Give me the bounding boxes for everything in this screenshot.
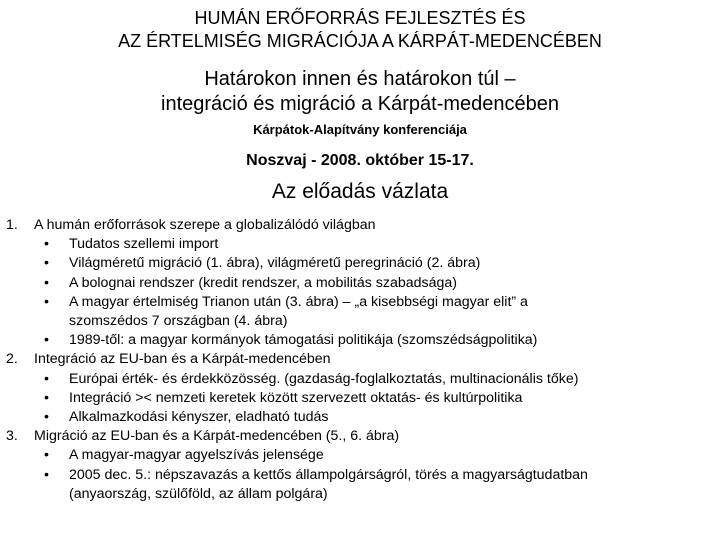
section-number: 2. xyxy=(6,351,18,368)
bullet-icon: • xyxy=(44,389,49,406)
outline-item xyxy=(6,389,716,408)
outline-item-text xyxy=(69,446,324,465)
outline-item xyxy=(6,446,716,465)
outline-heading: Az előadás vázlata xyxy=(271,180,449,203)
outline-item xyxy=(6,293,716,331)
outline-item-text xyxy=(69,408,328,427)
outline-item xyxy=(6,274,716,293)
organizer-label: Kárpátok-Alapítvány konferenciája xyxy=(253,122,467,137)
outline-item-text xyxy=(69,331,537,350)
bullet-icon: • xyxy=(44,293,49,310)
outline-item-line: A magyar értelmiség Trianon után (3. ábra) – „a kisebbségi magyar elit” a xyxy=(69,293,528,310)
outline-item-line: Integráció >< nemzeti keretek között szervezett oktatás- és kultúrpolitika xyxy=(69,389,523,406)
bullet-icon: • xyxy=(44,370,49,387)
main-title-line-2: AZ ÉRTELMISÉG MIGRÁCIÓJA A KÁRPÁT-MEDENCÉBEN xyxy=(118,31,602,51)
outline-item-line: Tudatos szellemi import xyxy=(69,236,219,253)
outline-item-text xyxy=(69,370,578,389)
outline-item-text xyxy=(69,293,528,331)
outline-item-line: (anyaország, szülőföld, az állam polgára) xyxy=(69,485,328,502)
bullet-icon: • xyxy=(44,409,49,426)
bullet-icon: • xyxy=(44,236,49,253)
outline-item-text xyxy=(69,466,588,504)
outline-item-text xyxy=(69,235,218,254)
outline-item-line: Alkalmazkodási kényszer, eladható tudás xyxy=(69,409,329,426)
main-title-line-1: HUMÁN ERŐFORRÁS FEJLESZTÉS ÉS xyxy=(194,8,526,28)
bullet-icon: • xyxy=(44,255,49,272)
main-title xyxy=(0,7,720,53)
outline-item-text xyxy=(69,274,457,293)
outline-item-line: 1989-től: a magyar kormányok támogatási politikája (szomszédságpolitika) xyxy=(69,332,538,349)
venue-date: Noszvaj - 2008. október 15-17. xyxy=(246,152,474,169)
bullet-icon: • xyxy=(44,466,49,483)
outline-item xyxy=(6,331,716,350)
outline-item-line: szomszédos 7 országban (4. ábra) xyxy=(69,313,288,330)
outline-section xyxy=(6,427,716,446)
bullet-icon: • xyxy=(44,332,49,349)
conference-title-line-1: Határokon innen és határokon túl – xyxy=(204,68,516,90)
outline-section xyxy=(6,216,716,235)
conference-title xyxy=(0,67,720,117)
section-title: A humán erőforrások szerepe a globalizálódó világban xyxy=(34,217,376,233)
outline-item-line: Világméretű migráció (1. ábra), világméretű peregrináció (2. ábra) xyxy=(69,255,481,272)
outline-item xyxy=(6,466,716,504)
outline-section xyxy=(6,350,716,369)
outline-item xyxy=(6,370,716,389)
section-title: Migráció az EU-ban és a Kárpát-medencében (5., 6. ábra) xyxy=(34,428,400,445)
outline-list xyxy=(6,216,716,504)
section-number: 1. xyxy=(6,217,18,233)
bullet-icon: • xyxy=(44,274,49,291)
conference-title-line-2: integráció és migráció a Kárpát-medencében xyxy=(161,93,559,115)
section-title: Integráció az EU-ban és a Kárpát-medencében xyxy=(34,351,331,368)
outline-item-text xyxy=(69,254,480,273)
outline-item-text xyxy=(69,389,522,408)
outline-item-line: 2005 dec. 5.: népszavazás a kettős állampolgárságról, törés a magyarságtudatban xyxy=(69,466,588,483)
bullet-icon: • xyxy=(44,447,49,464)
outline-item-line: A bolognai rendszer (kredit rendszer, a mobilitás szabadsága) xyxy=(69,274,458,291)
outline-item-line: Európai érték- és érdekközösség. (gazdaság-foglalkoztatás, multinacionális tőke) xyxy=(69,370,579,387)
outline-item xyxy=(6,408,716,427)
outline-item-line: A magyar-magyar agyelszívás jelensége xyxy=(69,447,324,464)
outline-item xyxy=(6,235,716,254)
outline-item xyxy=(6,254,716,273)
section-number: 3. xyxy=(6,428,18,445)
